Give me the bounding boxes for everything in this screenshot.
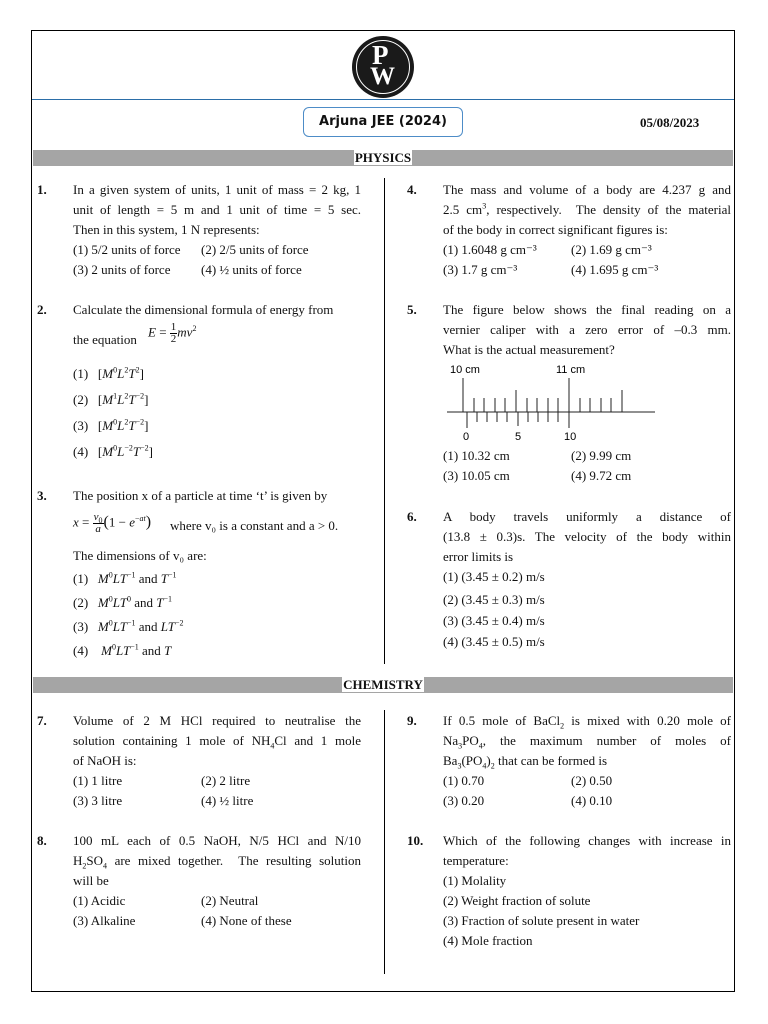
question-number: 5. [407,302,417,317]
option-3[interactable]: (3) Fraction of solute present in water [443,913,640,928]
option-1[interactable]: (1) 10.32 cm [443,448,510,463]
option-2[interactable]: (2) (3.45 ± 0.3) m/s [443,592,545,607]
option-3[interactable]: (3) 3 litre [73,793,123,808]
option-2[interactable]: (2) Neutral [201,893,259,908]
vernier-label-5: 5 [515,431,522,443]
option-1[interactable]: (1) (3.45 ± 0.2) m/s [443,569,545,584]
vernier-label-0: 0 [463,431,470,443]
option-2[interactable]: (2) 9.99 cm [571,448,632,463]
option-2[interactable]: (2) 0.50 [571,773,613,788]
option-4[interactable]: (4) $[M^0L^{-2}T^{-2}]$ [73,443,153,459]
vernier-caliper-figure [443,362,659,444]
option-1[interactable]: (1) 0.70 [443,773,485,788]
question-number: 1. [37,182,47,197]
test-title: Arjuna JEE (2024) [303,107,463,137]
option-3[interactable]: (3) $[M^0L^2T^{-2}]$ [73,417,149,433]
question-text-line: The position x of a particle at time ‘t’ is given by [73,488,328,503]
question-text-line: The figure below shows the final reading on a [443,302,731,317]
pw-logo [352,36,414,98]
vernier-label-10: 10 [564,431,577,443]
main-scale-label-10: 10 cm [450,364,480,376]
option-3[interactable]: (3) $M^0LT^{-1}$ and $LT^{-2}$ [73,618,184,634]
question-number: 8. [37,833,47,848]
question-text-line: $H_2SO_4$ are mixed together. The resulting solution [73,853,361,871]
test-date: 05/08/2023 [640,115,700,130]
option-3[interactable]: (3) 2 units of force [73,262,171,277]
option-3[interactable]: (3) 0.20 [443,793,485,808]
option-4[interactable]: (4) Mole fraction [443,933,533,948]
question-text-line: unit of length = 5 m and 1 unit of time = 5 sec. [73,202,361,217]
physics-section-bar [33,150,733,166]
option-1[interactable]: (1) 5/2 units of force [73,242,181,257]
option-4[interactable]: (4) 1.695 g cm⁻³ [571,262,659,277]
physics-heading: PHYSICS [354,150,412,165]
question-text-line: temperature: [443,853,509,868]
question-text-line: the equation [73,332,137,347]
question-text-line: (13.8 ± 0.3)s. The velocity of the body within [443,529,731,544]
option-4[interactable]: (4) None of these [201,913,292,928]
option-4[interactable]: (4) 0.10 [571,793,613,808]
question-text-line: will be [73,873,109,888]
question-number: 3. [37,488,47,503]
column-divider-chemistry [384,710,385,974]
question-number: 9. [407,713,417,728]
option-2[interactable]: (2) Weight fraction of solute [443,893,591,908]
chemistry-section-bar [33,677,733,693]
option-2[interactable]: (2) 1.69 g cm⁻³ [571,242,652,257]
question-text-line: vernier caliper with a zero error of –0.3 mm. [443,322,731,337]
position-equation: x = $\frac{v_0}{a}$ $(1 - e^{-at})$ [73,511,152,535]
question-number: 10. [407,833,424,848]
question-text: Volume of 2 M HCl required to neutralise the solution containing 1 mole of $NH_4Cl$ and 1 mole of NaOH is: [73,713,361,768]
question-text-line: What is the actual measurement? [443,342,615,357]
main-scale-label-11: 11 cm [556,364,586,376]
energy-equation: E = $\frac{1}{2}$ $mv^2$ [148,321,197,345]
option-1[interactable]: (1) 1.6048 g cm⁻³ [443,242,537,257]
question-text-line: The dimensions of v₀ are: [73,548,207,563]
question-text-line: Then in this system, 1 N represents: [73,222,260,237]
option-2[interactable]: (2) 2 litre [201,773,251,788]
logo-letter-w: W [370,63,395,90]
question-number: 6. [407,509,417,524]
option-1[interactable]: (1) Molality [443,873,507,888]
option-2[interactable]: (2) $[M^1L^2T^{-2}]$ [73,391,149,407]
option-2[interactable]: (2) 2/5 units of force [201,242,309,257]
option-2[interactable]: (2) $M^0LT^0$ and $T^{-1}$ [73,594,172,610]
question-text-line: 100 mL each of 0.5 NaOH, N/5 HCl and N/10 [73,833,361,848]
column-divider-physics [384,178,385,664]
question-number: 7. [37,713,47,728]
question-text: If 0.5 mole of BaCl$_2$ is mixed with 0.20 mole of $Na_3PO_4$, the maximum number of moles of $Ba_3(PO_4)_2$ that can be formed is [443,713,731,771]
question-text-line: where v₀ is a constant and a > 0. [170,518,339,533]
question-number: 2. [37,302,47,317]
option-4[interactable]: (4) ½ units of force [201,262,302,277]
question-text-line: error limits is [443,549,514,564]
option-4[interactable]: (4) $M^0LT^{-1}$ and T [73,642,172,658]
option-3[interactable]: (3) (3.45 ± 0.4) m/s [443,613,545,628]
option-4[interactable]: (4) 9.72 cm [571,468,632,483]
option-1[interactable]: (1) 1 litre [73,773,123,788]
option-4[interactable]: (4) (3.45 ± 0.5) m/s [443,634,545,649]
question-text-line: Which of the following changes with increase in [443,833,731,848]
question-text-line: In a given system of units, 1 unit of mass = 2 kg, 1 [73,182,361,197]
option-1[interactable]: (1) Acidic [73,893,126,908]
logo-letter-p: P [372,40,389,70]
option-4[interactable]: (4) ½ litre [201,793,254,808]
option-3[interactable]: (3) 10.05 cm [443,468,510,483]
option-1[interactable]: (1) $[M^0L^2T^2]$ [73,365,144,381]
header-divider [32,99,734,100]
question-text-line: A body travels uniformly a distance of [443,509,731,524]
chemistry-heading: CHEMISTRY [343,677,423,692]
question-text-line: Calculate the dimensional formula of energy from [73,302,334,317]
option-3[interactable]: (3) Alkaline [73,913,136,928]
option-1[interactable]: (1) $M^0LT^{-1}$ and $T^{-1}$ [73,570,177,586]
option-3[interactable]: (3) 1.7 g cm⁻³ [443,262,518,277]
question-number: 4. [407,182,417,197]
question-text: The mass and volume of a body are 4.237 g and 2.5 $cm^3$, respectively. The density of the material of the body in correct significant figures is: [443,182,731,237]
